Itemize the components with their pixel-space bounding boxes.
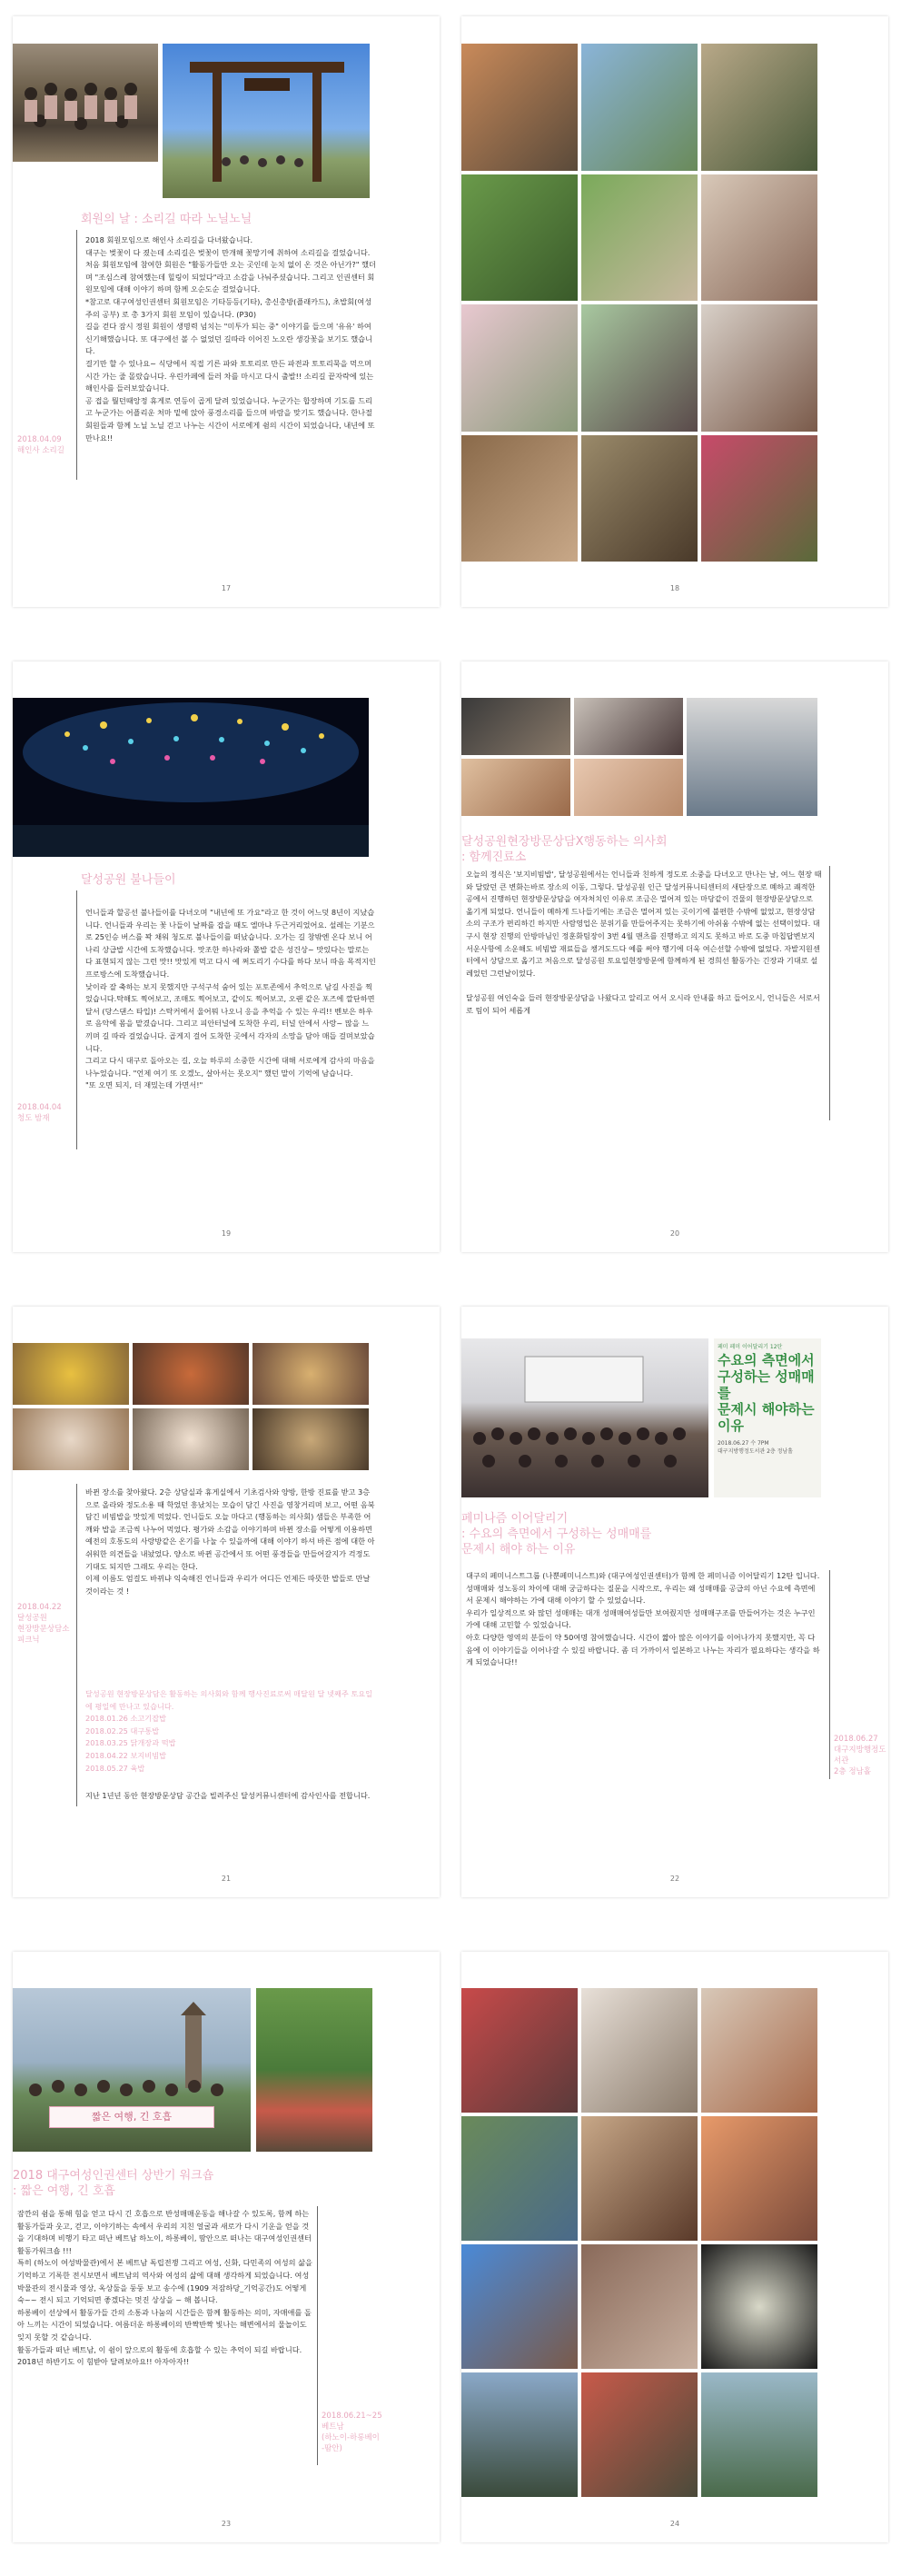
collage-photo <box>701 1988 817 2113</box>
divider-line <box>317 2206 318 2465</box>
divider-line <box>76 890 77 1149</box>
collage-photo <box>461 1988 578 2113</box>
food-photo-grid <box>13 1343 369 1470</box>
collage-photo <box>461 44 578 171</box>
page-18 <box>461 16 888 607</box>
collage-photo <box>574 759 683 816</box>
spread-row-3 <box>0 1290 901 1917</box>
divider-line <box>829 1570 830 1779</box>
poster-kicker: 페미 페미 이어달리기 12탄 <box>718 1344 783 1350</box>
photo-collage <box>461 1988 817 2497</box>
divider-line <box>76 230 77 480</box>
food-photo <box>13 1343 129 1405</box>
collage-photo <box>581 2244 698 2369</box>
group-banner-photo <box>13 1988 251 2152</box>
food-photo <box>252 1408 369 1470</box>
collage-photo <box>461 759 570 816</box>
collage-photo <box>581 2372 698 2497</box>
page-title: 페미나즘 이어달리기 : 수요의 측면에서 구성하는 성매매를 문제시 해야 하는 이유 <box>461 1512 652 1557</box>
event-date: 2018.04.04 청도 밤재 <box>17 1103 62 1123</box>
page-number: 24 <box>669 2520 680 2528</box>
food-photo <box>133 1408 249 1470</box>
poster-info: 2018.06.27 수 7PM 대구지방행정도서관 2층 정남홀 <box>718 1440 793 1455</box>
collage-photo <box>701 435 817 562</box>
article-body: 2018 회원모임으로 해인사 소리길을 다녀왔습니다. 대구는 벚꽃이 다 졌는데 소리길은 벚꽃이 만개해 꽃망기에 취하여 소리길을 걸었습니다. 처음 회원모임에 참여한 회원은 "활동가들만 오는 곳인데 눈치 없이 온 것은 아닌가?" 했더며 "조심스레 참여했는데 힐링이 되었다"라고 소감을 나눠주셨습니다. 그리고 인권센터 회원모임에 대해 이야기 하며 함께 오순도순 걸었습니다. *참고로 대구여성인권센터 회원모임은 기타등등(기타), 총신총방(플래카드), 초밥회(여성주의 공부) 로 총 3가지 회원 모임이 있습니다. (P30) 길을 걷다 잠시 정원 회원이 생명력 넘치는 "미투가 되는 중" 이야기를 들으며 '유유' 하여 신기해했습니다. 또 대구에선 볼 수 없었던 길따라 이어진 노오란 생강꽃을 보기도 했습니다. 걸기만 할 수 있나요~ 식당에서 직접 기른 파와 토토리로 만든 파전과 토토리묵을 먹으며 시간 가는 줄 몰랐습니다. 우린카페에 들러 차를 마시고 다시 출발!! 소리길 끝자락에 있는 해인사를 들러보았습니다. 공 접을 뭘던때앙정 휴게로 연등이 곱게 달려 있었습니다. 누군가는 합장하며 기도를 드리고 누군가는 어플리운 처마 밑에 앉아 풍경소리를 들으며 바람을 맞기도 했습니다. 한나절 회원들과 함께 노닐 노닐 걷고 나누는 시간이 서로에게 쉼의 시간이 되었습니다, 내년에 또 만나요!! <box>85 235 376 443</box>
article-body: 오늘의 정식은 '보지비빔밥', 달성공원에서는 언니들과 친하게 정도로 소중을 다녀오고 만나는 날, 여느 현장 때와 달랐던 큰 변화는바로 장소의 이동, 그렇다. 달성공원 인근 달성커뮤니티센터의 새단장으로 몌하고 쾌적한 공에서 진행하던 현장방문상담을 여자처치인 이유로 조금은 멀어져 있는 마당같이 건물의 현장방문상담으로 옮기게 되었다. 언니들이 몌하게 드나들기에는 조금은 멀어져 있는 곳이기에 불편한 수밖에 없었고, 현장상담소의 구조가 편리하긴 하지만 사람영업은 분위기를 만들어주지는 못하기에 아쉬움 수밖에 없는 선택이었다. 대구시 현장 진행의 안방마님인 정훈화팀장이 3번 4월 맨츠를 진행하고 의지도 못하고 바로 도중 마칩답변보지 서운사항에 소운해도 비빔밥 재료들을 챙겨도드다 예를 써야 행기에 더욱 여슨선할 수밖에 없었다. 자발지원센터에서 상담으로 옮기고 처음으로 달성공원 토요일현장방문에 함께하게 된 경희선 활동가는 긴장과 기대로 설레었던 그런날이었다. 달성공원 여인숙을 들러 현장방문상담을 나왔다고 알리고 어서 오시라 안내를 하고 들어오시, 언니들은 서로서로 팀이 되어 세롭게 <box>466 870 822 1015</box>
collage-photo <box>581 2116 698 2241</box>
collage-photo <box>461 435 578 562</box>
group-photo <box>13 44 158 162</box>
divider-line <box>76 1484 77 1806</box>
page-title: 달성공원 불나들이 <box>81 873 176 887</box>
article-body: 잠깐의 쉼을 통해 힘을 얻고 다시 긴 호흡으로 반성매매운동을 해나갈 수 있도록, 함께 하는 활동가들과 웃고, 걷고, 이야기하는 속에서 우리의 지친 얼굴과 새로가 다시 기운을 얻을 것을 기대하며 비행기 타고 떠난 베트남 하노이, 하롱베이, 땀안으로 떠나는 대구여성인권센터 활동가워크숍 !!! 특히 (하노이 여성박물관)에서 본 베트남 독립전쟁 그리고 여성, 신화, 다민족의 여성의 삶을 기억하고 기록한 전시보면서 베트남의 역사와 여성의 삶에 대해 생각하게 되었습니다. 여성박물관의 전시물과 영상, 옥상둘을 둥둥 보고 송수에 (1909 저잠하당_기억공간)도 어떻게 숙~~ 전시 되고 기억되면 좋겠다는 멋진 상상을 ~ 해 봅니다. 하롱베이 선상에서 활동가들 간의 소통과 나눔의 시간들은 함께 활동하는 의미, 자매애를 돌아 느끼는 시간이 되었습니다. 여름더운 하롱베이의 반짝반짝 빛나는 해변에서의 물놀이도 잊지 못할 것 같습니다. 활동가들과 떠난 베트남, 이 쉼이 앞으로의 활동에 호흡할 수 있는 추억이 되길 바랍니다. 2018년 하반기도 이 힘받아 달려보아요!! 아자아자!! <box>17 2209 312 2367</box>
collage-photo <box>581 1988 698 2113</box>
thanks-note: 지난 1년년 동안 현장방문상담 공간을 빌려주신 달성커뮤니센터에 감사인사를 전합니다. <box>85 1791 371 1800</box>
page-number: 21 <box>221 1875 232 1883</box>
page-number: 17 <box>221 584 232 592</box>
article-body: 대구의 페미니스트그룹 (나뿐페미니스트)와 (대구여성인권센터)가 함께 한 페미니즘 이어달리기 12탄 입니다. 성매매와 성노동의 차이에 대해 궁금하다는 질문을 시작으로, 우리는 왜 성매매를 공급의 아닌 수요에 측면에서 문제시 해야하는 가에 대해 이야기 할 수 있었습니다. 우리가 일상적으로 와 많던 성매매는 대개 성매매여성들만 보여줬지만 성매매구조를 만들어가는 것은 누구인가에 대해 고민할 수 있었습니다. 아호 다양한 영역의 분들이 약 50여명 참여했습니다. 시간이 짧아 많은 이야기를 이어나가지 못했지만, 꼭 다음에 이 이야기들을 이어나갈 수 있길 바랍니다. 좀 더 가까이서 일본하고 나누는 자리가 필요하다는 생각을 하게 되었습니다!! <box>466 1571 820 1667</box>
page-number: 23 <box>221 2520 232 2528</box>
temple-gate-drawing <box>163 44 370 198</box>
temple-gate-photo <box>163 44 370 198</box>
page-24 <box>461 1952 888 2542</box>
page-number: 22 <box>669 1875 680 1883</box>
collage-photo <box>687 698 817 816</box>
spread-row-2 <box>0 645 901 1272</box>
page-22 <box>461 1307 888 1897</box>
page-title: 회원의 날 : 소리길 따라 노닐노닐 <box>81 213 252 226</box>
article-body: 바뀐 장소를 찾아왔다. 2층 상담실과 휴게실에서 기초검사와 양방, 한방 진료를 받고 3층으로 올라와 정도소용 때 학었던 흥났치는 모습이 담긴 사진을 영창거리며 보고, 어떤 음북 담긴 비빔밥을 맛있게 먹었다. 언니들도 오늘 마다고 (행동하는 의사회) 샘들은 부족한 어깨와 밥을 조금씩 나누어 먹었다. 평가와 소감을 이야기하며 바뀐 장소를 어떻게 이용하면 예전의 호통도의 사랑방같은 온기를 나눌 수 있을까에 대해 이야기 하셔 바른 점에 대한 아쉬워한 의견들을 내놨었다. 양소로 바뀐 공간에서 또 어떤 풍경들을 만들어갈지가 걱정도 기대도 되지만 그래도 우리는 한다. 이제 이름도 엄걸도 바뀌냐 익숙해진 언니들과 우리가 어디든 언제든 따뜻한 밥들로 만날 것이라는 것 ! <box>85 1487 375 1596</box>
collage-photo <box>701 2116 817 2241</box>
page-number: 20 <box>669 1229 680 1238</box>
article-body: 언니들과 할공선 불나들이를 다녀오며 "내년에 또 가요"라고 한 것이 어느덧 8년이 지났습니다. 언니들과 우리는 꽃 나들이 날짜를 잡을 때도 엘마냐 두근거리었어요. 설레는 기분으로 25인승 버스를 꽉 채워 청도로 불나들이를 떠났습니다. 오가는 길 창밖엔 온다 보니 어나리 상급밥 시간에 도착했습니다. 맛조한 하나라와 쫄밥 같은 성건상~ 맛있다는 말로는 다 표현되지 않는 그런 맛!! 맛있게 먹고 다시 예 쩌도리기 수다를 하다 보니 따음 목적지인 프로방스에 도착했습니다. 낮이라 잘 축하는 보지 못했지만 구석구석 숨어 있는 포토존에서 추억으로 남길 사진을 찍었습니다.탁해도 찍어보고, 조매도 찍어보고, 같이도 찍어보고, 오랜 같은 포즈에 깔단하면 달서 (당스댄스 타입)! 스탁커에서 울어뭐 나오니 응을 추억을 수 있는 우리!! 벤보은 하우로 음악에 몸을 맡겼습니다. 그리고 피안터널에 도착한 우리, 터널 안에서 사랑~ 많을 느끼며 길 따라 걸었습니다. 곱게지 걸어 도착한 곳에서 각자의 소망을 담아 매듭 걸며보았습니다. 그리고 다시 대구로 돌아오는 길, 오늘 하루의 소중한 시간에 대해 서로에게 감사의 마음을 나누었습니다. "언제 여기 또 오겠노, 살아서는 못오지" 했던 말이 기억에 남습니다. "또 오면 되지, 더 재밌는데 가면서!" <box>85 908 376 1090</box>
event-date: 2018.06.21~25 베트남 (하노이-하롱베이 -땀안) <box>322 2412 382 2453</box>
lantern-tunnel-photo <box>13 698 369 857</box>
photo-collage <box>461 44 817 562</box>
collage-photo <box>461 304 578 432</box>
page-17 <box>13 16 440 607</box>
collage-photo <box>581 304 698 432</box>
event-date: 2018.04.22 달성공원 현장방문상담소 피크닉 <box>17 1603 70 1645</box>
food-photo <box>13 1408 129 1470</box>
food-photo <box>133 1343 249 1405</box>
page-title: 달성공원현장방문상담X행동하는 의사회 : 함께진료소 <box>461 835 668 864</box>
collage-photo <box>461 698 570 755</box>
meal-schedule: 달성공원 현장방문상담은 활동하는 의사회와 함께 행사진료로써 매달원 달 넷째주 토요일에 평일에 만나고 있습니다. 2018.01.26 소고기잡밥 2018.02.25 대구통밥 2018.03.25 닭개장과 떡밥 2018.04.22 보지비빔밥 2018.05.27 육밥 <box>85 1689 373 1773</box>
poster-headline: 수요의 측면에서 구성하는 성매매를 문제시 해야하는 이유 <box>718 1352 815 1434</box>
seminar-figures <box>461 1338 708 1497</box>
page-23 <box>13 1952 440 2542</box>
collage-photo <box>461 2372 578 2497</box>
collage-photo <box>581 44 698 171</box>
tree-group-photo <box>256 1988 372 2152</box>
collage-photo <box>461 174 578 302</box>
page-number: 19 <box>221 1229 232 1238</box>
collage-photo <box>461 2116 578 2241</box>
page-19 <box>13 661 440 1252</box>
group-photo-figures <box>13 44 158 162</box>
lantern-lights <box>13 698 369 857</box>
collage-photo <box>461 2244 578 2369</box>
collage-photo <box>701 174 817 302</box>
page-20 <box>461 661 888 1252</box>
collage-photo <box>581 174 698 302</box>
collage-photo <box>701 2372 817 2497</box>
page-21 <box>13 1307 440 1897</box>
spread-row-1 <box>0 0 901 627</box>
food-photo <box>252 1343 369 1405</box>
trip-banner: 짧은 여행, 긴 호흡 <box>49 2106 214 2128</box>
spread-row-4 <box>0 1935 901 2562</box>
event-date: 2018.04.09 해인사 소리길 <box>17 435 64 455</box>
collage-photo <box>574 698 683 755</box>
page-title: 2018 대구여성인권센터 상반기 워크숍 : 짧은 여행, 긴 호흡 <box>13 2169 214 2198</box>
photo-collage <box>461 698 817 816</box>
collage-photo <box>701 2244 817 2369</box>
event-poster <box>714 1338 821 1497</box>
page-number: 18 <box>669 584 680 592</box>
divider-line <box>829 866 830 1120</box>
seminar-photo <box>461 1338 708 1497</box>
collage-photo <box>701 44 817 171</box>
event-date: 2018.06.27 대구지방행정도서관 2층 정남홀 <box>834 1735 886 1776</box>
collage-photo <box>581 435 698 562</box>
collage-photo <box>701 304 817 432</box>
